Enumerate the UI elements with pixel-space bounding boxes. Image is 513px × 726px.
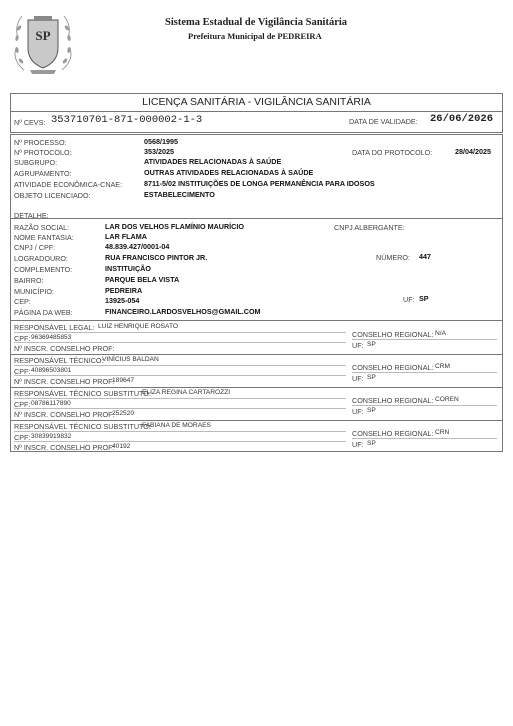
resp-uf-label: UF: [352, 341, 364, 350]
responsavel-tecnico [11, 354, 502, 386]
license-title-box [10, 93, 503, 133]
resp-inscr: 252520 [112, 410, 135, 417]
data-protocolo-label: DATA DO PROTOCOLO: [352, 148, 433, 157]
cevs-label: Nº CEVS: [14, 118, 46, 127]
state-seal [10, 8, 76, 78]
resp-conselho: N/A [435, 330, 446, 337]
cevs-number: 353710701-871-000002-1-3 [51, 114, 203, 126]
uf-value: SP [419, 294, 429, 303]
resp-title-label: RESPONSÁVEL TÉCNICO SUBSTITUTO: [14, 422, 151, 431]
responsavel-legal [11, 321, 502, 353]
agrupamento-value: OUTRAS ATIVIDADES RELACIONADAS À SAÚDE [144, 168, 314, 177]
logradouro-label: LOGRADOURO: [14, 254, 68, 263]
resp-inscr-label: Nº INSCR. CONSELHO PROF: [14, 443, 115, 452]
fantasia-value: LAR FLAMA [105, 232, 147, 241]
resp-title-label: RESPONSÁVEL TÉCNICO SUBSTITUTO: [14, 389, 151, 398]
detalhe-label: DETALHE: [14, 211, 49, 220]
resp-inscr: 189647 [112, 377, 135, 384]
atividade-value: 8711-5/02 INSTITUIÇÕES DE LONGA PERMANÊNCIA PARA IDOSOS [144, 179, 375, 188]
cep-label: CEP: [14, 297, 31, 306]
numero-label: NÚMERO: [376, 253, 410, 262]
validity-label: DATA DE VALIDADE: [349, 117, 418, 126]
processo-value: 0568/1995 [144, 137, 178, 146]
resp-uf: SP [367, 374, 376, 381]
numero-value: 447 [419, 252, 431, 261]
cep-value: 13925-054 [105, 296, 140, 305]
resp-uf-label: UF: [352, 374, 364, 383]
org-title: Sistema Estadual de Vigilância Sanitária [165, 17, 348, 28]
resp-conselho-label: CONSELHO REGIONAL: [352, 330, 434, 339]
resp-cpf-label: CPF: [14, 334, 31, 343]
license-title: LICENÇA SANITÁRIA - VIGILÂNCIA SANITÁRIA [142, 96, 371, 108]
objeto-value: ESTABELECIMENTO [144, 190, 215, 199]
resp-inscr-label: Nº INSCR. CONSELHO PROF: [14, 410, 115, 419]
responsavel-tecnico-substituto-1 [11, 387, 502, 419]
municipio-value: PEDREIRA [105, 286, 143, 295]
processo-label: Nº PROCESSO: [14, 138, 67, 147]
data-protocolo-value: 28/04/2025 [455, 147, 491, 156]
resp-title-label: RESPONSÁVEL TÉCNICO: [14, 356, 104, 365]
resp-name: FABIANA DE MORAES [142, 422, 211, 429]
resp-conselho-label: CONSELHO REGIONAL: [352, 363, 434, 372]
web-label: PÁGINA DA WEB: [14, 308, 73, 317]
resp-uf-label: UF: [352, 407, 364, 416]
resp-name: VINÍCIUS BALDAN [102, 356, 159, 363]
complemento-label: COMPLEMENTO: [14, 265, 73, 274]
resp-name: LUIZ HENRIQUE ROSATO [98, 323, 178, 330]
resp-conselho: COREN [435, 396, 459, 403]
complemento-value: INSTITUIÇÃO [105, 264, 151, 273]
license-data-box [10, 134, 503, 452]
web-value: FINANCEIRO.LARDOSVELHOS@GMAIL.COM [105, 307, 261, 316]
resp-cpf-label: CPF: [14, 400, 31, 409]
org-subtitle: Prefeitura Municipal de PEDREIRA [188, 31, 322, 41]
agrupamento-label: AGRUPAMENTO: [14, 169, 72, 178]
razao-label: RAZÃO SOCIAL: [14, 223, 70, 232]
resp-cpf: 96369485853 [31, 334, 72, 341]
resp-uf: SP [367, 407, 376, 414]
fantasia-label: NOME FANTASIA: [14, 233, 74, 242]
resp-uf: SP [367, 341, 376, 348]
objeto-label: OBJETO LICENCIADO: [14, 191, 91, 200]
resp-conselho-label: CONSELHO REGIONAL: [352, 396, 434, 405]
resp-cpf: 40896503801 [31, 367, 72, 374]
resp-cpf: 30839919832 [31, 433, 72, 440]
resp-conselho-label: CONSELHO REGIONAL: [352, 429, 434, 438]
razao-value: LAR DOS VELHOS FLAMÍNIO MAURÍCIO [105, 222, 244, 231]
resp-inscr: 40192 [112, 443, 131, 450]
resp-uf: SP [367, 440, 376, 447]
resp-conselho: CRN [435, 429, 450, 436]
resp-uf-label: UF: [352, 440, 364, 449]
subgrupo-label: SUBGRUPO: [14, 158, 58, 167]
protocolo-label: Nº PROTOCOLO: [14, 148, 72, 157]
resp-cpf: 08786117890 [31, 400, 71, 407]
subgrupo-value: ATIVIDADES RELACIONADAS À SAÚDE [144, 157, 282, 166]
resp-cpf-label: CPF: [14, 367, 31, 376]
resp-inscr-label: Nº INSCR. CONSELHO PROF: [14, 377, 115, 386]
resp-name: ELIZA REGINA CARTAROZZI [142, 389, 231, 396]
responsavel-tecnico-substituto-2 [11, 420, 502, 452]
bairro-value: PARQUE BELA VISTA [105, 275, 180, 284]
logradouro-value: RUA FRANCISCO PINTOR JR. [105, 253, 208, 262]
cnpj-value: 48.839.427/0001-04 [105, 242, 170, 251]
atividade-label: ATIVIDADE ECONÔMICA-CNAE: [14, 180, 123, 189]
resp-cpf-label: CPF: [14, 433, 31, 442]
cnpj-albergante-label: CNPJ ALBERGANTE: [334, 223, 405, 232]
protocolo-value: 353/2025 [144, 147, 174, 156]
resp-conselho: CRM [435, 363, 451, 370]
seal-letters: SP [35, 28, 51, 43]
resp-title-label: RESPONSÁVEL LEGAL: [14, 323, 95, 332]
validity-date: 26/06/2026 [430, 113, 494, 125]
bairro-label: BAIRRO: [14, 276, 44, 285]
uf-label: UF: [403, 295, 415, 304]
resp-inscr-label: Nº INSCR. CONSELHO PROF: [14, 344, 115, 353]
cnpj-label: CNPJ / CPF: [14, 243, 56, 252]
municipio-label: MUNICÍPIO: [14, 287, 54, 296]
